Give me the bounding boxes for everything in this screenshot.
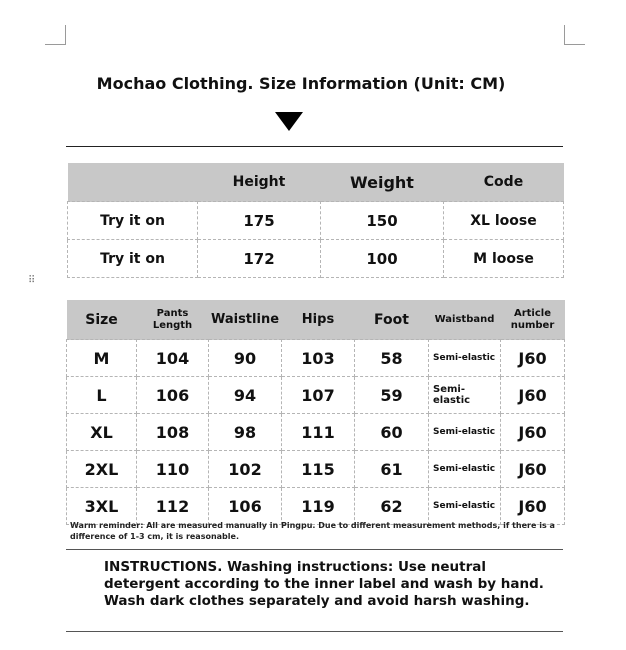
pants-length-cell: 108 [137,414,209,451]
foot-cell: 62 [355,488,429,525]
hips-cell: 111 [282,414,355,451]
table-row [68,240,564,278]
size-header-article-number: Article number [501,300,565,340]
fit-cell-label: Try it on [68,202,198,240]
page-title: Mochao Clothing. Size Information (Unit: CM) [96,74,506,93]
hips-cell: 115 [282,451,355,488]
size-table-header [67,300,565,340]
divider-top [66,146,563,147]
washing-instructions: INSTRUCTIONS. Washing instructions: Use neutral detergent according to the inner label and wash by hand. Wash dark clothes separately and avoid harsh washing. [104,559,544,609]
fit-table-header [68,163,564,202]
article-number-cell: J60 [501,488,565,525]
fit-table [67,163,564,278]
table-row [67,377,565,414]
size-header-hips: Hips [282,300,355,340]
fit-cell-code: XL loose [444,202,564,240]
size-table [66,300,565,525]
size-header-waistline: Waistline [209,300,282,340]
fit-cell-weight: 150 [321,202,444,240]
foot-cell: 59 [355,377,429,414]
foot-cell: 60 [355,414,429,451]
fit-header-code: Code [444,163,564,202]
crop-mark-top-left-v [65,25,66,45]
waistline-cell: 90 [209,340,282,377]
crop-mark-top-right-v [564,25,565,45]
divider-bottom [66,631,563,632]
size-cell: M [67,340,137,377]
fit-cell-weight: 100 [321,240,444,278]
hips-cell: 119 [282,488,355,525]
pants-length-cell: 112 [137,488,209,525]
size-cell: L [67,377,137,414]
fit-cell-height: 175 [198,202,321,240]
waistline-cell: 106 [209,488,282,525]
size-cell: 2XL [67,451,137,488]
table-row [68,202,564,240]
waistband-cell: Semi-elastic [429,377,501,414]
waistband-cell: Semi-elastic [429,414,501,451]
fit-cell-code: M loose [444,240,564,278]
fit-header-blank [68,163,198,202]
divider-middle [66,549,563,550]
article-number-cell: J60 [501,377,565,414]
size-header-waistband: Waistband [429,300,501,340]
waistline-cell: 98 [209,414,282,451]
pants-length-cell: 104 [137,340,209,377]
article-number-cell: J60 [501,340,565,377]
waistband-cell: Semi-elastic [429,451,501,488]
hips-cell: 103 [282,340,355,377]
waistline-cell: 94 [209,377,282,414]
fit-header-height: Height [198,163,321,202]
article-number-cell: J60 [501,414,565,451]
table-row [67,488,565,525]
table-row [67,340,565,377]
pants-length-cell: 106 [137,377,209,414]
size-header-size: Size [67,300,137,340]
waistline-cell: 102 [209,451,282,488]
article-number-cell: J60 [501,451,565,488]
crop-mark-top-right-h [564,44,585,45]
size-header-pants-length: Pants Length [137,300,209,340]
crop-mark-top-left-h [45,44,66,45]
drag-handle-icon[interactable]: ⠿ [28,275,37,286]
down-arrow-icon [275,112,303,131]
waistband-cell: Semi-elastic [429,488,501,525]
table-row [67,451,565,488]
size-cell: XL [67,414,137,451]
fit-cell-height: 172 [198,240,321,278]
fit-cell-label: Try it on [68,240,198,278]
table-row [67,414,565,451]
fit-header-weight: Weight [321,163,444,202]
pants-length-cell: 110 [137,451,209,488]
warm-reminder: Warm reminder: All are measured manually in Pingpu. Due to different measurement methods, if there is a difference of 1-3 cm, it is reasonable. [70,521,555,541]
foot-cell: 61 [355,451,429,488]
size-header-foot: Foot [355,300,429,340]
waistband-cell: Semi-elastic [429,340,501,377]
foot-cell: 58 [355,340,429,377]
hips-cell: 107 [282,377,355,414]
size-cell: 3XL [67,488,137,525]
